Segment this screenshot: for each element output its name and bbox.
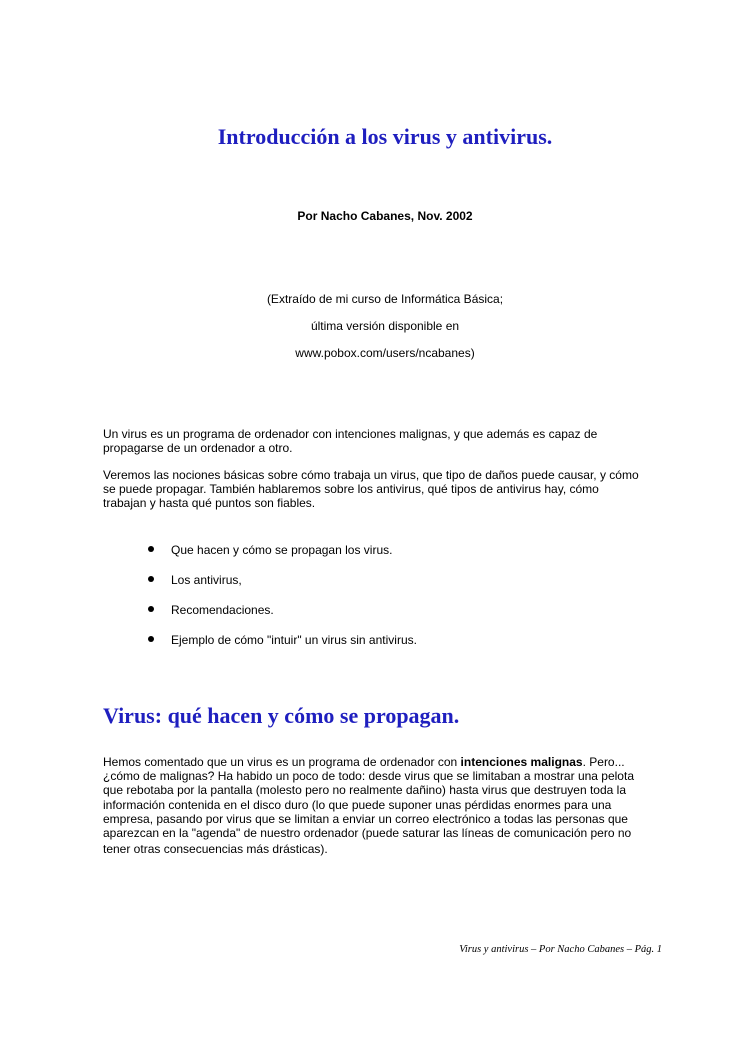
text-line: empresa, pasando por virus que se limitan a enviar un correo electrónico a todas las personas que — [103, 811, 628, 826]
bullet-icon — [148, 606, 154, 612]
text-line: se puede propagar. También hablaremos sobre los antivirus, qué tipos de antivirus hay, cómo — [103, 482, 599, 497]
list-item — [146, 543, 417, 573]
list-item — [146, 633, 417, 663]
section-paragraph — [103, 755, 658, 856]
text-line: aparezcan en la "agenda" de nuestro ordenador (puede saturar las líneas de comunicación pero no — [103, 826, 632, 841]
list-item-label: Ejemplo de cómo "intuir" un virus sin antivirus. — [171, 633, 417, 647]
text-line: Un virus es un programa de ordenador con intenciones malignas, y que además es capaz de — [103, 427, 598, 441]
text-run: Hemos comentado que un virus es un programa de ordenador con — [103, 755, 461, 769]
section-heading: Virus: qué hacen y cómo se propagan. — [103, 703, 460, 728]
author-byline: Por Nacho Cabanes, Nov. 2002 — [297, 209, 473, 223]
text-line: información contenida en el disco duro (lo que puede suponer unas pérdidas enormes para una — [103, 797, 612, 812]
list-item-label: Los antivirus, — [171, 573, 242, 587]
text-line: Veremos las nociones básicas sobre cómo trabaja un virus, que tipo de daños puede causar, y cómo — [103, 468, 639, 482]
list-item-label: Que hacen y cómo se propagan los virus. — [171, 543, 393, 557]
list-item — [146, 573, 417, 603]
page-title: Introducción a los virus y antivirus. — [217, 124, 553, 149]
text-line: ¿cómo de malignas? Ha habido un poco de todo: desde virus que se limitaban a mostrar una pelota — [103, 769, 634, 784]
topics-list — [146, 543, 417, 663]
list-item-label: Recomendaciones. — [171, 603, 274, 617]
text-line: tener otras consecuencias más drásticas). — [103, 842, 328, 857]
list-item — [146, 603, 417, 633]
bullet-icon — [148, 576, 154, 582]
text-run: . Pero... — [582, 755, 625, 769]
emphasis-text: intenciones malignas — [460, 755, 583, 769]
bullet-icon — [148, 546, 154, 552]
text-line — [103, 755, 658, 769]
text-line: que rebotaba por la pantalla (molesto pero no realmente dañino) hasta virus que destruyen toda la — [103, 783, 627, 798]
text-line: trabajan y hasta qué puntos son fiables. — [103, 496, 316, 511]
text-line: propagarse de un ordenador a otro. — [103, 441, 293, 456]
intro-paragraph-2 — [103, 468, 658, 511]
intro-paragraph-1 — [103, 427, 658, 455]
extract-note-line-3: www.pobox.com/users/ncabanes) — [295, 346, 475, 360]
page-footer: Virus y antivirus – Por Nacho Cabanes – Pág. 1 — [459, 944, 662, 955]
bullet-icon — [148, 636, 154, 642]
extract-note-line-2: última versión disponible en — [310, 319, 460, 333]
extract-note-line-1: (Extraído de mi curso de Informática Básica; — [266, 292, 504, 306]
